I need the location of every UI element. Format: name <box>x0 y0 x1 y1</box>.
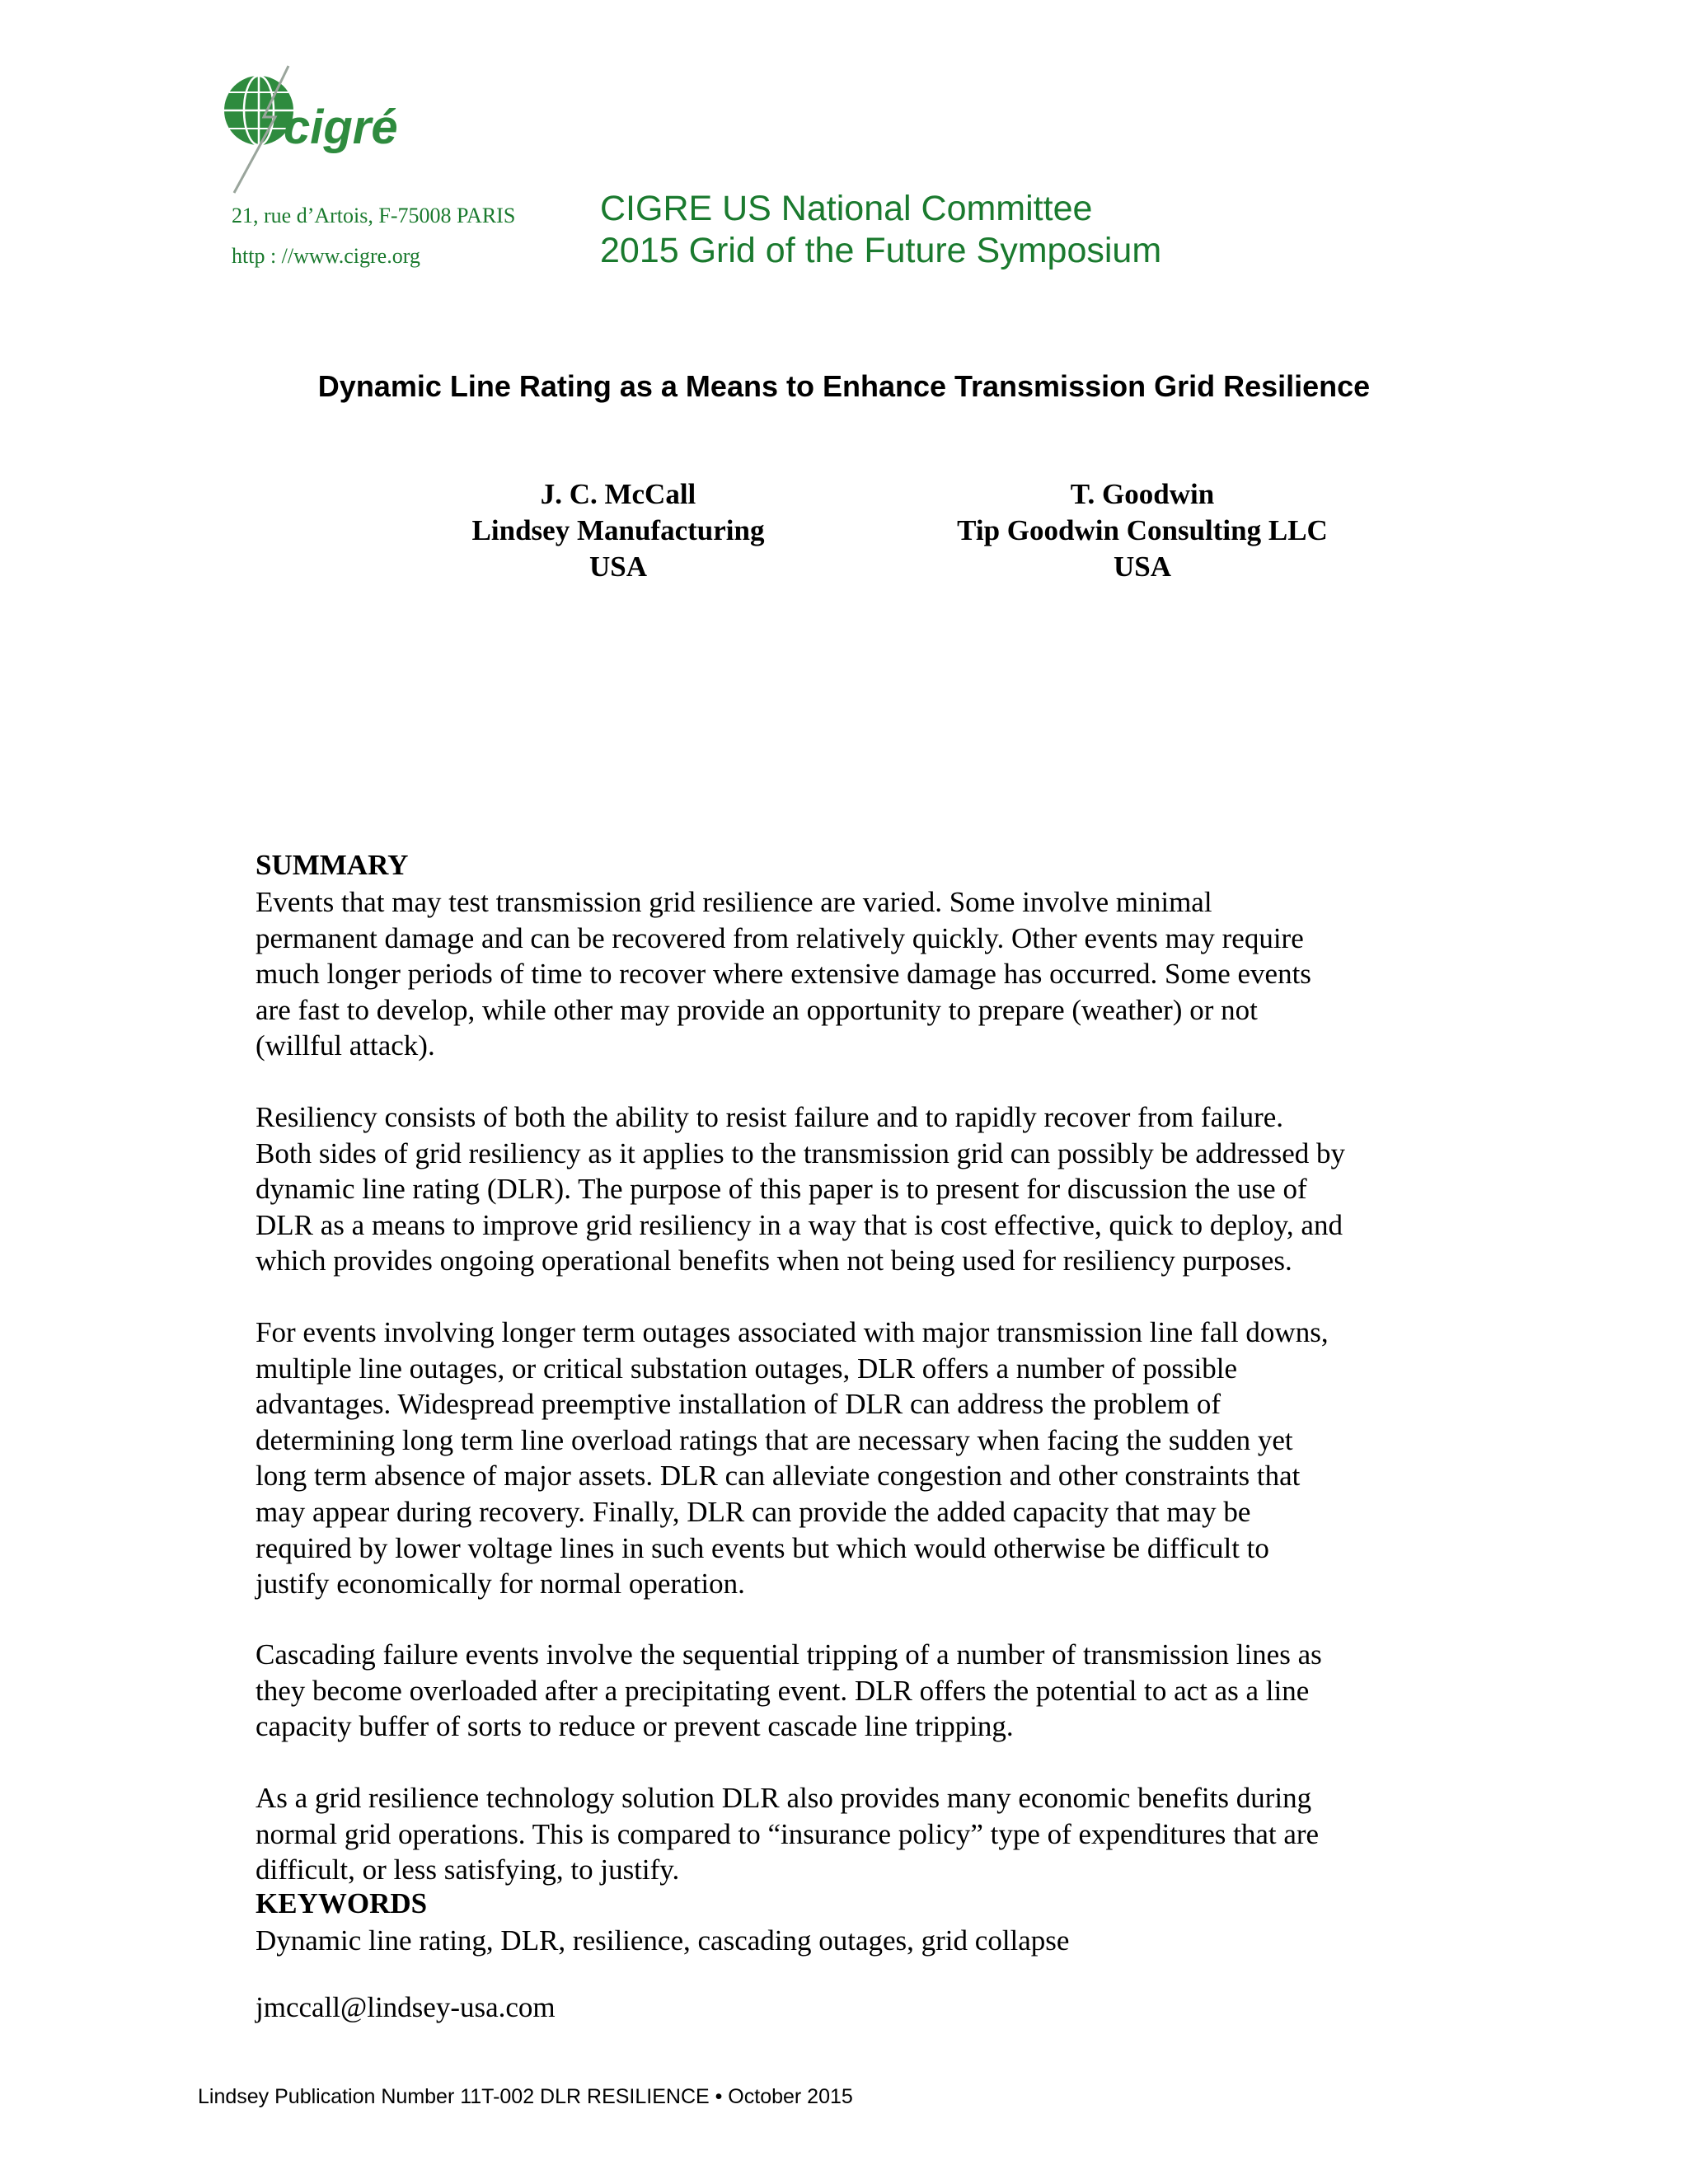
author-organization: Lindsey Manufacturing <box>471 514 765 546</box>
author-block <box>854 476 1431 585</box>
text-line: Events that may test transmission grid resilience are varied. Some involve minimal <box>256 886 1212 918</box>
text-line: which provides ongoing operational benefits when not being used for resiliency purposes. <box>256 1244 1292 1277</box>
text-line: justify economically for normal operation. <box>256 1568 745 1601</box>
text-line: advantages. Widespread preemptive installation of DLR can address the problem of <box>256 1388 1221 1421</box>
text-line: DLR as a means to improve grid resiliency in a way that is cost effective, quick to deploy, and <box>256 1208 1343 1241</box>
text-line: Both sides of grid resiliency as it applies to the transmission grid can possibly be addressed by <box>256 1137 1346 1169</box>
summary-paragraph <box>256 1780 1442 1888</box>
text-line: (willful attack). <box>256 1029 435 1062</box>
summary-heading: SUMMARY <box>256 849 409 881</box>
text-line: may appear during recovery. Finally, DLR can provide the added capacity that may be <box>256 1495 1251 1528</box>
address-website: http : //www.cigre.org <box>232 244 420 268</box>
text-line: dynamic line rating (DLR). The purpose of this paper is to present for discussion the use of <box>256 1173 1307 1206</box>
author-email <box>256 1990 1442 2026</box>
address-street: 21, rue d’Artois, F-75008 PARIS <box>232 204 516 227</box>
logo-wordmark: cigré <box>284 101 398 154</box>
text-line: difficult, or less satisfying, to justify. <box>256 1854 680 1886</box>
text-line: they become overloaded after a precipitating event. DLR offers the potential to act as a line <box>256 1674 1310 1707</box>
cigre-logo <box>216 59 406 199</box>
text-line: long term absence of major assets. DLR can alleviate congestion and other constraints that <box>256 1460 1301 1493</box>
symposium-name: 2015 Grid of the Future Symposium <box>600 231 1162 270</box>
text-line: As a grid resilience technology solution DLR also provides many economic benefits during <box>256 1782 1312 1814</box>
text-line: normal grid operations. This is compared to “insurance policy” type of expenditures that are <box>256 1817 1320 1850</box>
summary-paragraph <box>256 884 1442 1064</box>
author-name: J. C. McCall <box>540 478 696 510</box>
summary-paragraph <box>256 1637 1442 1745</box>
keywords-heading: KEYWORDS <box>256 1887 428 1919</box>
text-line: Resiliency consists of both the ability to resist failure and to rapidly recover from failure. <box>256 1101 1284 1133</box>
text-line: much longer periods of time to recover where extensive damage has occurred. Some events <box>256 958 1311 991</box>
text-line: are fast to develop, while other may provide an opportunity to prepare (weather) or not <box>256 993 1258 1026</box>
summary-paragraph <box>256 1315 1442 1602</box>
author-block <box>330 476 907 585</box>
committee-name: CIGRE US National Committee <box>600 189 1093 228</box>
text-line: capacity buffer of sorts to reduce or prevent cascade line tripping. <box>256 1710 1014 1743</box>
paper-title: Dynamic Line Rating as a Means to Enhance Transmission Grid Resilience <box>317 369 1371 403</box>
author-name: T. Goodwin <box>1070 478 1215 510</box>
text-line: Dynamic line rating, DLR, resilience, cascading outages, grid collapse <box>256 1924 1070 1957</box>
text-line: permanent damage and can be recovered from relatively quickly. Other events may require <box>256 921 1304 954</box>
keywords-text <box>256 1923 1442 1959</box>
text-line: Cascading failure events involve the sequential tripping of a number of transmission lines as <box>256 1638 1322 1671</box>
author-country: USA <box>588 551 648 583</box>
text-line: required by lower voltage lines in such events but which would otherwise be difficult to <box>256 1531 1269 1564</box>
summary-paragraph <box>256 1099 1442 1279</box>
text-line: determining long term line overload ratings that are necessary when facing the sudden yet <box>256 1423 1293 1456</box>
footer-publication-note: Lindsey Publication Number 11T-002 DLR RESILIENCE • October 2015 <box>198 2085 853 2108</box>
author-country: USA <box>1113 551 1172 583</box>
email-text: jmccall@lindsey-usa.com <box>256 1991 556 2023</box>
author-organization: Tip Goodwin Consulting LLC <box>957 514 1328 546</box>
text-line: multiple line outages, or critical substation outages, DLR offers a number of possible <box>256 1352 1238 1385</box>
text-line: For events involving longer term outages associated with major transmission line fall downs, <box>256 1316 1329 1348</box>
